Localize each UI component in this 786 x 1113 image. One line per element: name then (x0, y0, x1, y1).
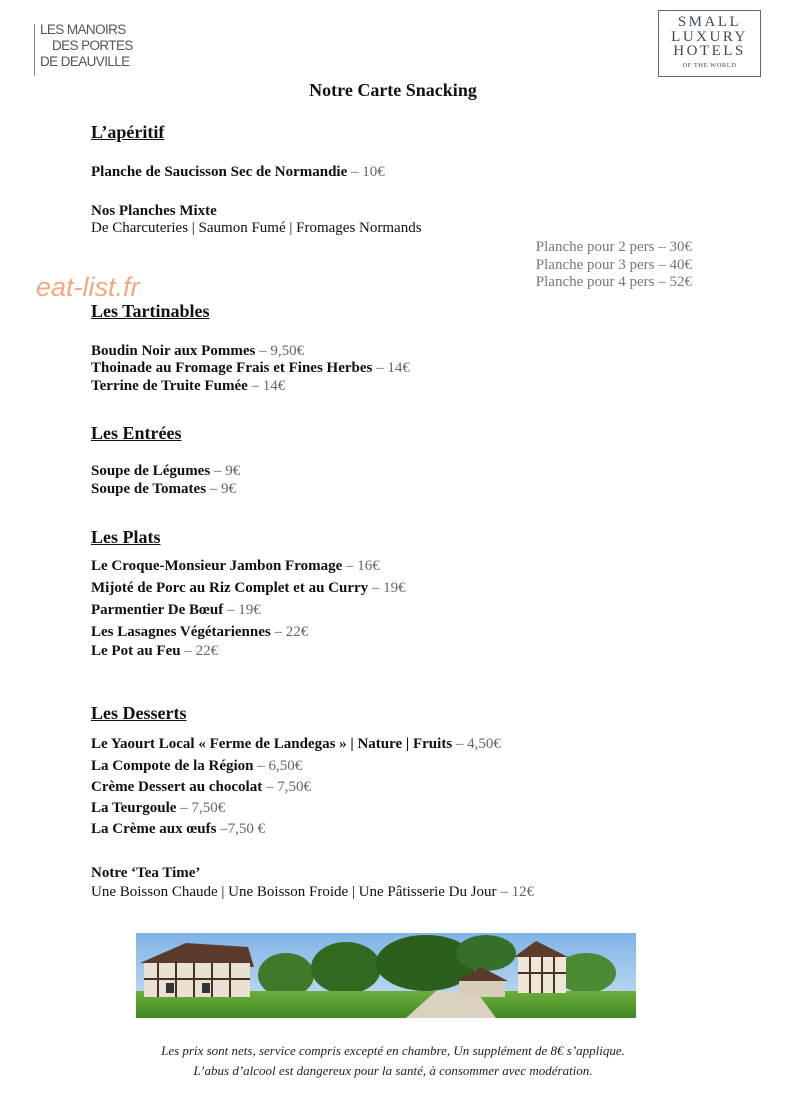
menu-item (91, 360, 410, 377)
slh-logo (658, 10, 761, 77)
menu-item (91, 481, 236, 498)
item-name: Le Yaourt Local « Ferme de Landegas » | Nature | Fruits (91, 736, 453, 752)
menu-item (91, 821, 265, 838)
item-price: – 19€ (368, 580, 406, 596)
item-price: – 7,50€ (176, 800, 226, 816)
item-name: Thoinade au Fromage Frais et Fines Herbes (91, 360, 373, 376)
section-desserts-title: Les Desserts (91, 703, 187, 723)
item-name: Boudin Noir aux Pommes (91, 343, 256, 359)
item-name: Soupe de Légumes (91, 463, 211, 479)
item-price: – 14€ (372, 360, 410, 376)
logo-line-1: LES MANOIRS (40, 22, 126, 37)
item-price: – 9€ (210, 463, 241, 479)
tea-time-items: Une Boisson Chaude | Une Boisson Froide | Une Pâtisserie Du Jour (91, 884, 497, 900)
item-price: – 7,50€ (262, 779, 311, 795)
item-name: Les Lasagnes Végétariennes (91, 624, 271, 640)
slh-word-3: HOTELS (673, 43, 746, 59)
planche-option: Planche pour 2 pers – 30€ (535, 239, 692, 255)
manor-photo (136, 933, 636, 1018)
menu-item (91, 800, 225, 817)
menu-item (91, 758, 302, 775)
item-name: Parmentier De Bœuf (91, 602, 224, 618)
planche-option: Planche pour 3 pers – 40€ (535, 257, 692, 273)
menu-item (91, 643, 218, 660)
item-price: – 9€ (206, 481, 237, 497)
section-tartinables-title: Les Tartinables (91, 301, 210, 321)
section-aperitif-title: L’apéritif (91, 122, 165, 142)
logo-bracket (34, 24, 35, 76)
item-name: La Compote de la Région (91, 758, 254, 774)
manoirs-logo (34, 14, 134, 76)
section-entrees-title: Les Entrées (91, 423, 182, 443)
item-price: – 9,50€ (255, 343, 305, 359)
item-name: La Crème aux œufs (91, 821, 217, 837)
logo-line-2: DES PORTES (52, 38, 133, 53)
item-name: Le Pot au Feu (91, 643, 181, 659)
slh-word-1: SMALL (677, 14, 742, 30)
item-name: Terrine de Truite Fumée (91, 378, 248, 394)
menu-item (91, 624, 308, 641)
item-price: – 4,50€ (452, 736, 501, 752)
menu-item (91, 736, 501, 753)
menu-item (91, 602, 261, 619)
item-name: La Teurgoule (91, 800, 177, 816)
item-name: Mijoté de Porc au Riz Complet et au Curry (91, 580, 369, 596)
logo-line-3: DE DEAUVILLE (40, 54, 130, 69)
tea-time-title: Notre ‘Tea Time’ (91, 865, 201, 881)
menu-item (91, 463, 240, 480)
planches-desc: De Charcuteries | Saumon Fumé | Fromages Normands (91, 220, 422, 236)
item-price: – 10€ (347, 164, 385, 180)
item-name: Crème Dessert au chocolat (91, 779, 263, 795)
item-price: – 22€ (270, 624, 309, 640)
slh-word-2: LUXURY (671, 28, 748, 45)
item-price: –7,50 € (216, 821, 266, 837)
slh-sub: OF THE WORLD (682, 61, 737, 69)
item-price: – 6,50€ (253, 758, 303, 774)
menu-item (91, 378, 285, 395)
section-plats-title: Les Plats (91, 527, 161, 547)
planche-option: Planche pour 4 pers – 52€ (535, 274, 692, 290)
tea-time-desc (91, 884, 534, 901)
menu-item (91, 164, 385, 181)
tea-time-price: – 12€ (496, 884, 535, 900)
footer-note-alcohol: L’abus d’alcool est dangereux pour la santé, à consommer avec modération. (193, 1063, 593, 1078)
item-price: – 16€ (342, 558, 380, 574)
menu-item (91, 580, 406, 597)
menu-item (91, 343, 304, 360)
manor-photo-strip (136, 933, 636, 1018)
menu-item (91, 779, 311, 796)
page-title: Notre Carte Snacking (309, 80, 477, 100)
planches-title: Nos Planches Mixte (91, 203, 217, 219)
item-price: – 19€ (223, 602, 261, 618)
item-name: Soupe de Tomates (91, 481, 207, 497)
watermark: eat-list.fr (36, 272, 140, 302)
item-name: Le Croque-Monsieur Jambon Fromage (91, 558, 343, 574)
item-price: – 14€ (247, 378, 286, 394)
item-name: Planche de Saucisson Sec de Normandie (91, 164, 348, 180)
item-price: – 22€ (180, 643, 219, 659)
menu-item (91, 558, 380, 575)
footer-note-prices: Les prix sont nets, service compris excepté en chambre, Un supplément de 8€ s’applique. (161, 1043, 625, 1058)
